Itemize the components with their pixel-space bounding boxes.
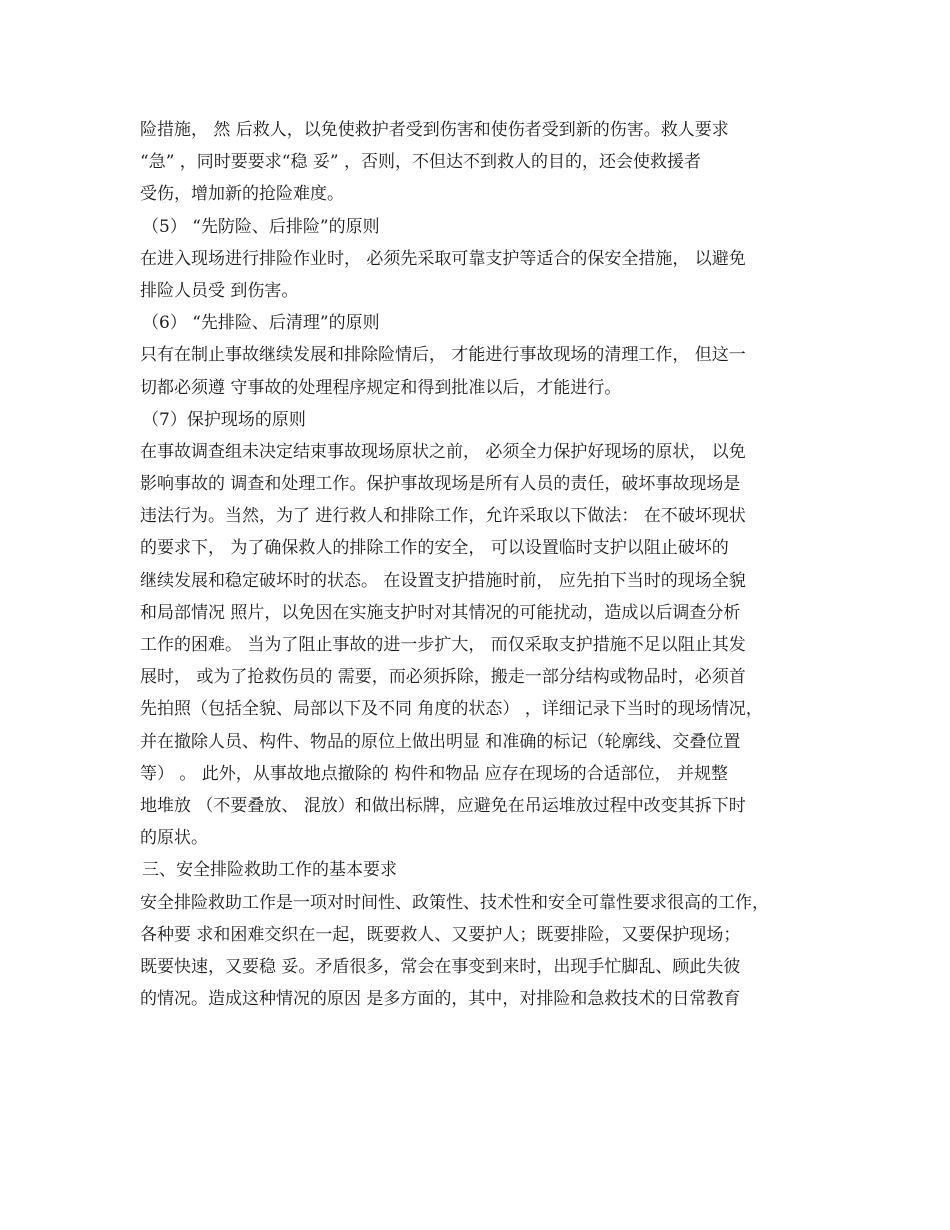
paragraph-line: 等） 。 此外，从事故地点撤除的 构件和物品 应存在现场的合适部位， 并规整 — [140, 763, 729, 784]
section-heading: （5） “先防险、后排险”的原则 — [142, 216, 380, 237]
paragraph-line: 险措施， 然 后救人，以免使救护者受到伤害和使伤者受到新的伤害。救人要求 — [140, 120, 729, 140]
section-heading: （7）保护现场的原则 — [142, 409, 306, 430]
paragraph-line: 先拍照（包括全貌、局部以下及不同 角度的状态） ，详细记录下当时的现场情况， — [140, 699, 763, 720]
paragraph-line: 展时， 或为了抢救伤员的 需要，而必须拆除，搬走一部分结构或物品时，必须首 — [140, 667, 746, 688]
paragraph-line: 切都必须遵 守事故的处理程序规定和得到批准以后，才能进行。 — [140, 377, 622, 398]
paragraph-line: 并在撤除人员、构件、物品的原位上做出明显 和准确的标记（轮廓线、交叠位置 — [140, 731, 741, 752]
paragraph-line: 的要求下， 为了确保救人的排除工作的安全， 可以设置临时支护以阻止破坏的 — [140, 538, 729, 559]
paragraph-line: 继续发展和稳定破坏时的状态。 在设置支护措施时前， 应先拍下当时的现场全貌 — [140, 570, 746, 591]
paragraph-line: 只有在制止事故继续发展和排除险情后， 才能进行事故现场的清理工作， 但这一 — [140, 345, 746, 366]
paragraph-line: “急” ，同时要要求“稳 妥” ，否则，不但达不到救人的目的，还会使救援者 — [140, 152, 701, 173]
paragraph-line: 和局部情况 照片，以免因在实施支护时对其情况的可能扰动，造成以后调查分析 — [140, 602, 741, 623]
paragraph-line: 工作的困难。 当为了阻止事故的进一步扩大， 而仅采取支护措施不足以阻止其发 — [140, 635, 746, 655]
paragraph-line: 的原状。 — [140, 828, 208, 849]
document-body — [140, 114, 820, 1015]
section-heading: 三、安全排险救助工作的基本要求 — [142, 860, 397, 881]
section-heading: （6） “先排险、后清理”的原则 — [142, 313, 380, 334]
paragraph-line: 排险人员受 到伤害。 — [140, 280, 299, 301]
paragraph-line: 在进入现场进行排险作业时， 必须先采取可靠支护等适合的保安全措施， 以避免 — [140, 248, 746, 269]
paragraph-line: 各种要 求和困难交织在一起，既要救人、又要护人；既要排险，又要保护现场； — [140, 924, 741, 945]
paragraph-line: 受伤，增加新的抢险难度。 — [140, 184, 344, 205]
paragraph-line: 安全排险救助工作是一项对时间性、政策性、技术性和安全可靠性要求很高的工作， — [140, 892, 769, 913]
paragraph-line: 既要快速，又要稳 妥。矛盾很多，常会在事变到来时，出现手忙脚乱、顾此失彼 — [140, 956, 741, 977]
paragraph-line: 地堆放 （不要叠放、 混放）和做出标牌，应避免在吊运堆放过程中改变其拆下时 — [140, 795, 746, 816]
paragraph-line: 影响事故的 调查和处理工作。保护事故现场是所有人员的责任，破坏事故现场是 — [140, 474, 741, 495]
paragraph-line: 违法行为。当然，为了 进行救人和排除工作，允许采取以下做法： 在不破坏现状 — [140, 506, 746, 527]
paragraph-line: 的情况。造成这种情况的原因 是多方面的，其中，对排险和急救技术的日常教育 — [140, 989, 741, 1010]
paragraph-line: 在事故调查组未决定结束事故现场原状之前， 必须全力保护好现场的原状， 以免 — [140, 441, 746, 462]
